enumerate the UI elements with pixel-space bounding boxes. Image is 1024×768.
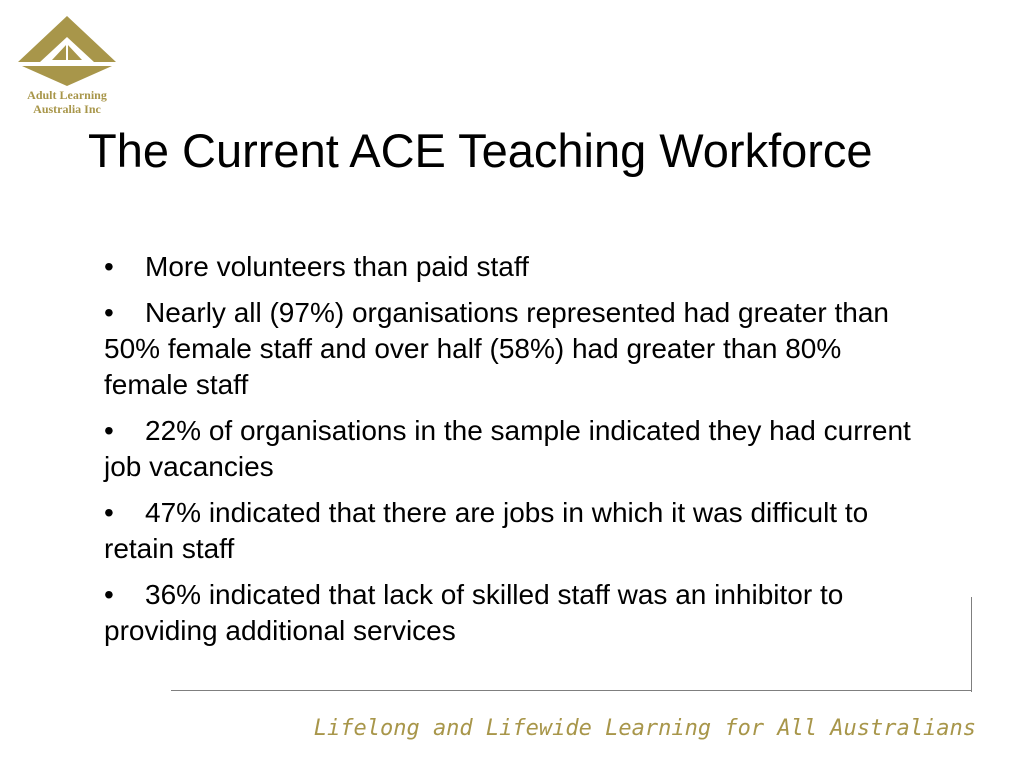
diamond-logo-icon — [16, 14, 118, 88]
frame-divider-vertical — [971, 597, 972, 692]
logo-text — [14, 88, 120, 116]
logo-line-2: Australia Inc — [33, 102, 101, 116]
bullet-text: 36% indicated that lack of skilled staff was an inhibitor to providing additional services — [104, 579, 844, 646]
bullet-item — [104, 577, 914, 649]
bullet-text: More volunteers than paid staff — [145, 251, 529, 282]
bullet-marker: • — [104, 297, 114, 328]
bullet-item — [104, 295, 914, 403]
slide-title: The Current ACE Teaching Workforce — [88, 124, 873, 177]
frame-divider-horizontal — [171, 690, 972, 691]
bullet-item — [104, 413, 914, 485]
bullet-item — [104, 249, 914, 285]
bullet-text: 22% of organisations in the sample indicated they had current job vacancies — [104, 415, 911, 482]
bullet-item — [104, 495, 914, 567]
bullet-marker: • — [104, 251, 114, 282]
bullet-text: 47% indicated that there are jobs in which it was difficult to retain staff — [104, 497, 869, 564]
bullet-marker: • — [104, 497, 114, 528]
footer-tagline: Lifelong and Lifewide Learning for All Australians — [313, 716, 976, 741]
bullet-marker: • — [104, 415, 114, 446]
bullet-marker: • — [104, 579, 114, 610]
bullet-text: Nearly all (97%) organisations represented had greater than 50% female staff and over half (58%) had greater than 80% female staff — [104, 297, 889, 400]
logo — [14, 14, 120, 124]
bullet-list — [104, 249, 914, 659]
logo-line-1: Adult Learning — [27, 88, 107, 102]
